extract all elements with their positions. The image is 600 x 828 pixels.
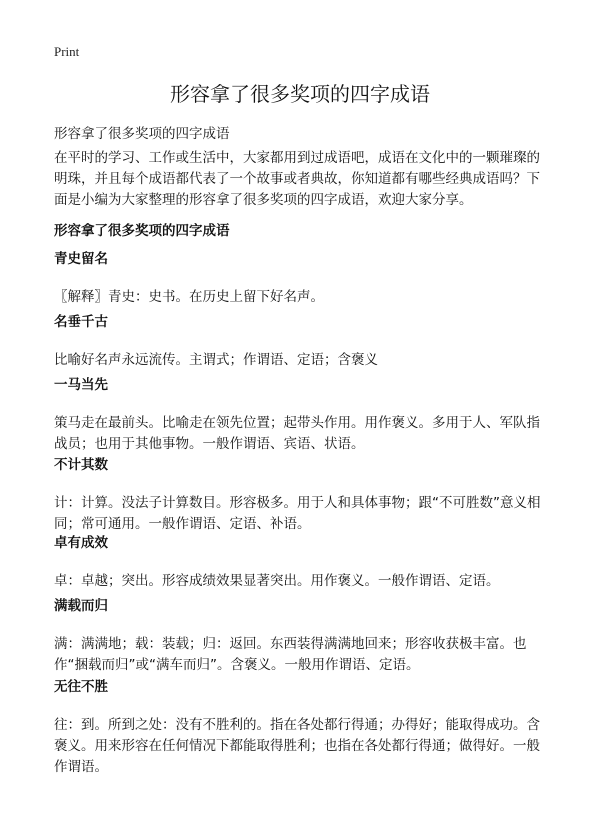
idiom-entry: [54, 596, 550, 676]
idiom-entry: [54, 249, 550, 308]
idiom-entry: [54, 375, 550, 455]
idiom-description: 计：计算。没法子计算数目。形容极多。用于人和具体事物；跟“不可胜数”意义相同；常可通用。一般作谓语、定语、补语。: [54, 495, 541, 532]
section-heading: 形容拿了很多奖项的四字成语: [54, 223, 230, 239]
idiom-description: 〖解释〗青史：史书。在历史上留下好名声。: [54, 289, 324, 305]
idiom-description: 策马走在最前头。比喻走在领先位置；起带头作用。用作褒义。多用于人、军队指战员；也用于其他事物。一般作谓语、宾语、状语。: [54, 415, 540, 452]
idiom-name: 卓有成效: [54, 535, 108, 551]
idiom-entry: [54, 455, 550, 535]
intro-paragraph: 在平时的学习、工作或生活中，大家都用到过成语吧，成语在文化中的一颗璀璨的明珠，并且每个成语都代表了一个故事或者典故，你知道都有哪些经典成语吗？下面是小编为大家整理的形容拿了很多奖项的四字成语，欢迎大家分享。: [54, 150, 540, 208]
idiom-entry: [54, 533, 550, 592]
idiom-name: 青史留名: [54, 251, 108, 267]
idiom-entry: [54, 312, 550, 371]
idiom-entry: [54, 677, 550, 778]
idiom-name: 不计其数: [54, 457, 108, 473]
idiom-description: 比喻好名声永远流传。主谓式；作谓语、定语；含褒义: [54, 352, 378, 368]
idiom-name: 满载而归: [54, 598, 108, 614]
idiom-name: 一马当先: [54, 377, 108, 393]
subtitle: 形容拿了很多奖项的四字成语: [54, 126, 230, 142]
idiom-description: 卓：卓越；突出。形容成绩效果显著突出。用作褒义。一般作谓语、定语。: [54, 573, 500, 589]
idiom-description: 往：到。所到之处：没有不胜利的。指在各处都行得通；办得好；能取得成功。含褒义。用来形容在任何情况下都能取得胜利；也指在各处都行得通；做得好。一般作谓语。: [54, 717, 540, 775]
idiom-name: 无往不胜: [54, 679, 108, 695]
print-link[interactable]: Print: [54, 44, 80, 59]
idiom-name: 名垂千古: [54, 314, 108, 330]
idiom-description: 满：满满地；载：装载；归：返回。东西装得满满地回来；形容收获极丰富。也作“捆载而归”或“满车而归”。含褒义。一般用作谓语、定语。: [54, 636, 527, 673]
page-title: 形容拿了很多奖项的四字成语: [170, 82, 430, 106]
